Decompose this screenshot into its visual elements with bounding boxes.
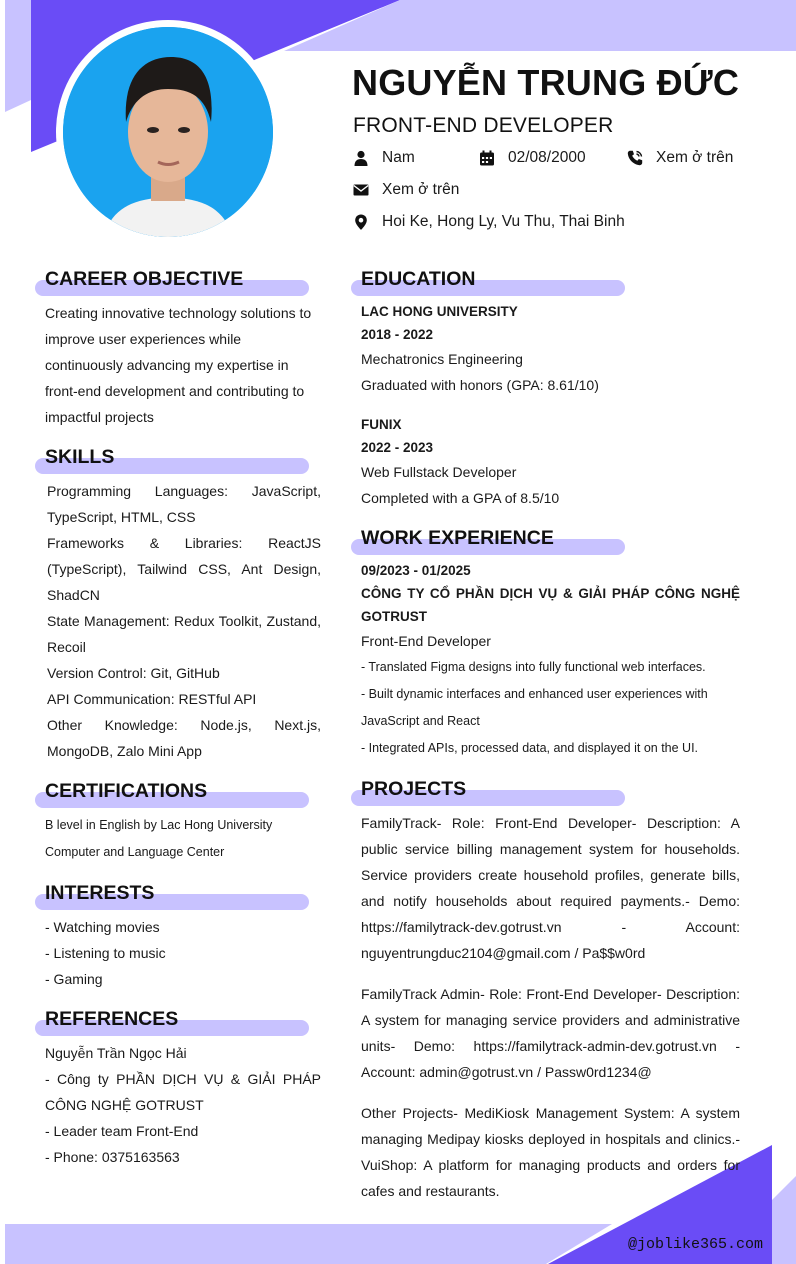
skills-heading [35,446,309,476]
interests-list [45,914,325,992]
text-line: impactful projects [45,409,154,425]
user-icon [353,150,369,166]
text-line: Creating innovative technology solutions to [45,305,312,321]
skill-item: Version Control: Git, GitHub [47,665,220,681]
education-note: Graduated with honors (GPA: 8.61/10) [361,377,599,393]
phone-icon [627,150,643,166]
section-title: SKILLS [45,446,115,468]
references-heading [35,1008,309,1038]
work-bullet: - Translated Figma designs into fully functional web interfaces. [361,660,706,674]
projects-heading [351,778,625,808]
references-text [45,1040,321,1170]
job-title: FRONT-END DEVELOPER [353,114,614,137]
reference-company: - Công ty PHẦN DỊCH VỤ & GIẢI PHÁP CÔNG NGHỆ GOTRUST [45,1071,321,1113]
work-bullet: - Built dynamic interfaces and enhanced user experiences with JavaScript and React [361,687,708,728]
skill-item: Other Knowledge: Node.js, Next.js, MongoDB, Zalo Mini App [47,717,321,759]
map-pin-icon [353,214,369,230]
address-value: Hoi Ke, Hong Ly, Vu Thu, Thai Binh [382,213,625,230]
address-info [353,213,625,231]
work-experience-entry [361,559,740,762]
section-title: PROJECTS [361,778,467,800]
education-major: Web Fullstack Developer [361,464,517,480]
skill-item: Frameworks & Libraries: ReactJS (TypeScript), Tailwind CSS, Ant Design, ShadCN [47,535,321,603]
school-name: LAC HONG UNIVERSITY [361,304,518,319]
interests-heading [35,882,309,912]
birthday-value: 02/08/2000 [508,149,586,166]
project-item: Other Projects- MediKiosk Management System: A system managing Medipay kiosks deployed in hospitals and clinics.- VuiShop: A platform for managing products and orders for cafes and restaurants. [361,1105,740,1199]
certifications-text [45,812,325,866]
phone-value: Xem ở trên [656,149,734,166]
text-line: improve user experiences while [45,331,242,347]
education-entry [361,300,741,398]
work-company: CÔNG TY CỔ PHẦN DỊCH VỤ & GIẢI PHÁP CÔNG NGHỆ GOTRUST [361,586,740,624]
work-bullet: - Integrated APIs, processed data, and displayed it on the UI. [361,741,699,755]
work-experience-heading [351,527,625,557]
education-period: 2022 - 2023 [361,440,434,455]
birthday-info [479,149,586,167]
avatar [63,27,273,237]
section-title: CAREER OBJECTIVE [45,268,244,290]
work-position: Front-End Developer [361,633,491,649]
skills-list [47,478,321,764]
education-note: Completed with a GPA of 8.5/10 [361,490,560,506]
reference-name: Nguyễn Trần Ngọc Hải [45,1045,187,1061]
gender-info [353,149,415,167]
text-line: Computer and Language Center [45,845,225,859]
project-item: FamilyTrack- Role: Front-End Developer- Description: A public service billing management system for households. Service providers create household profiles, generate bills, and notify households about required payments.- Demo: https://familytrack-dev.gotrust.vn - Account: nguyentrungduc2104@gmail.com / Pa$$w0rd [361,815,740,961]
school-name: FUNIX [361,417,402,432]
section-title: INTERESTS [45,882,155,904]
text-line: continuously advancing my expertise in [45,357,289,373]
work-period: 09/2023 - 01/2025 [361,563,471,578]
calendar-icon [479,150,495,166]
interest-item: - Listening to music [45,945,166,961]
certifications-heading [35,780,309,810]
education-entry [361,413,741,511]
phone-info [627,149,733,167]
interest-item: - Watching movies [45,919,160,935]
education-major: Mechatronics Engineering [361,351,523,367]
text-line: B level in English by Lac Hong University [45,818,273,832]
career-objective-text [45,300,325,430]
avatar-photo [63,27,273,237]
email-value: Xem ở trên [382,181,460,198]
skill-item: Programming Languages: JavaScript, TypeScript, HTML, CSS [47,483,321,525]
skill-item: API Communication: RESTful API [47,691,257,707]
avatar-frame [56,20,280,244]
envelope-icon [353,182,369,198]
project-item: FamilyTrack Admin- Role: Front-End Developer- Description: A system for managing service providers and administrative units- Demo: https://familytrack-admin-dev.gotrust.vn - Account: admin@gotrust.vn / Passw0rd1234@ [361,986,740,1080]
candidate-name: NGUYỄN TRUNG ĐỨC [352,62,740,103]
section-title: EDUCATION [361,268,476,290]
career-objective-heading [35,268,309,298]
interest-item: - Gaming [45,971,103,987]
education-period: 2018 - 2022 [361,327,434,342]
section-title: WORK EXPERIENCE [361,527,554,549]
watermark: @joblike365.com [628,1236,764,1253]
education-heading [351,268,625,298]
email-info [353,181,459,199]
projects-list [361,810,740,1204]
text-line: front-end development and contributing to [45,383,305,399]
gender-value: Nam [382,149,415,166]
reference-phone: - Phone: 0375163563 [45,1149,180,1165]
section-title: CERTIFICATIONS [45,780,208,802]
skill-item: State Management: Redux Toolkit, Zustand, Recoil [47,613,321,655]
section-title: REFERENCES [45,1008,179,1030]
reference-position: - Leader team Front-End [45,1123,199,1139]
